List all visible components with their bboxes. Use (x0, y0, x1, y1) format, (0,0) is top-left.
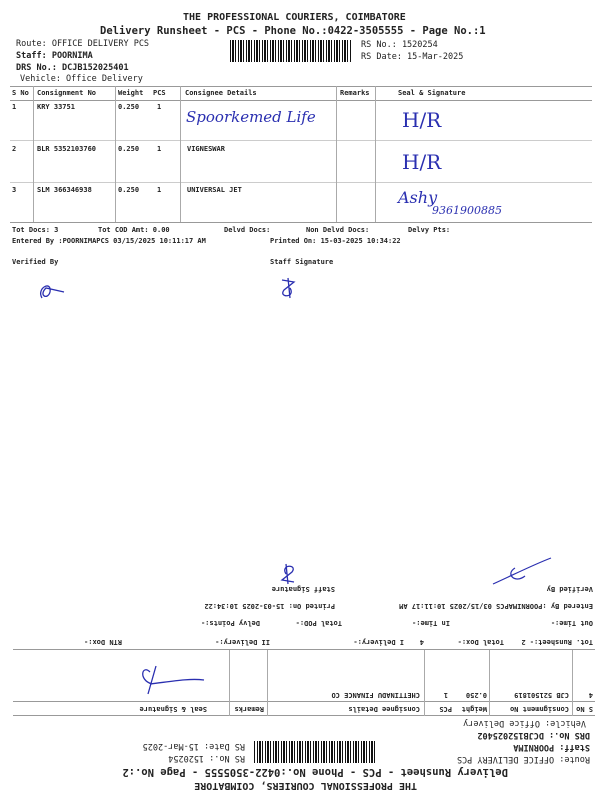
drs-number: DRS No.: DCJB152025401 (16, 63, 129, 73)
company-title: THE PROFESSIONAL COURIERS, COIMBATORE (194, 780, 417, 791)
drs-number: DRS No.: DCJB152025402 (477, 730, 590, 740)
rs-date: RS Date: 15-Mar-2025 (142, 741, 245, 751)
table-top-border (10, 86, 592, 87)
col-sno: S No (576, 705, 593, 713)
col-remarks: Remarks (340, 89, 370, 97)
entered-by: Entered By :POORNIMAPCS 03/15/2025 10:11:17 AM (399, 602, 593, 610)
staff-signature-mark (270, 560, 300, 586)
row-consignee: VIGNESWAR (187, 145, 225, 153)
non-delvd-docs: Non Delvd Docs: (306, 226, 370, 234)
verified-by-label: Verified By (546, 585, 593, 593)
verified-signature-mark (485, 552, 555, 588)
delvd-docs: Delvd Docs: (224, 226, 271, 234)
col-seal-signature: Seal & Signature (398, 89, 466, 97)
col-consignee: Consignee Details (348, 705, 420, 713)
route: Route: OFFICE DELIVERY PCS (456, 754, 590, 764)
route: Route: OFFICE DELIVERY PCS (16, 39, 150, 49)
table-top-border (13, 715, 595, 716)
runsheet-subtitle: Delivery Runsheet - PCS - Phone No.:0422-3505555 - Page No.:2 (122, 766, 508, 778)
row-sno: 2 (12, 145, 17, 153)
column-divider (33, 86, 34, 222)
out-time: Out Time:- (550, 619, 593, 627)
in-time: In Time:- (412, 619, 450, 627)
row-consignment: CJB 521501819 (514, 691, 569, 699)
barcode (230, 40, 352, 62)
row-weight: 0.250 (118, 145, 140, 153)
column-divider (489, 650, 490, 716)
row-consignment: SLM 366346938 (37, 186, 92, 194)
col-weight: Weight (461, 705, 487, 713)
col-pcs: PCS (439, 705, 452, 713)
row-divider (10, 182, 592, 183)
row-consignment: KRY 33751 (37, 103, 75, 111)
company-title: THE PROFESSIONAL COURIERS, COIMBATORE (183, 12, 406, 23)
row-signature-phone: 9361900885 (432, 204, 502, 217)
vehicle: Vehicle: Office Delivery (20, 74, 143, 84)
staff-signature-label: Staff Signature (270, 258, 334, 266)
col-consignee: Consignee Details (185, 89, 257, 97)
staff: Staff: POORNIMA (513, 742, 590, 752)
row-signature: Ashy (398, 188, 438, 207)
delvy-points: Delvy Points:- (200, 619, 260, 627)
barcode (253, 741, 375, 763)
col-consignment: Consignment No (509, 705, 569, 713)
row-pcs: 1 (157, 103, 162, 111)
verified-by-label: Verified By (12, 258, 59, 266)
column-divider (375, 86, 376, 222)
tot-runsheet: Tot. Runsheet:- 2 (521, 638, 593, 646)
row-weight: 0.250 (465, 691, 487, 699)
tot-cod-amt: Tot COD Amt: 0.00 (98, 226, 170, 234)
row-pcs: 1 (157, 145, 162, 153)
column-divider (336, 86, 337, 222)
delvy-pts: Delvy Pts: (408, 226, 451, 234)
rs-number: RS No.: 1520254 (361, 40, 438, 50)
total-dox: Total Dox:- (457, 638, 504, 646)
row-sno: 4 (588, 691, 593, 699)
entered-by: Entered By :POORNIMAPCS 03/15/2025 10:11:17 AM (12, 237, 206, 245)
rs-date: RS Date: 15-Mar-2025 (361, 52, 464, 62)
row-signature-mark (138, 660, 208, 700)
col-sno: S No (12, 89, 29, 97)
row-consignee-handwritten: Spoorkemed Life (186, 108, 316, 126)
col-consignment: Consignment No (37, 89, 97, 97)
staff-signature-mark (276, 276, 302, 302)
column-divider (115, 86, 116, 222)
runsheet-subtitle: Delivery Runsheet - PCS - Phone No.:0422-3505555 - Page No.:1 (100, 25, 486, 37)
total-pod: Total POD:- (295, 619, 342, 627)
printed-on: Printed On: 15-03-2025 10:34:22 (270, 237, 401, 245)
column-divider (572, 650, 573, 716)
table-header-divider (10, 100, 592, 101)
row-pcs: 1 (443, 691, 448, 699)
tot-docs: Tot Docs: 3 (12, 226, 59, 234)
ii-delivery: II Delivery:- (215, 638, 270, 646)
i-delivery: I Delivery:- (353, 638, 404, 646)
col-remarks: Remarks (234, 705, 264, 713)
verified-signature-mark (34, 278, 74, 304)
row-signature: H/R (402, 150, 442, 174)
row-consignee: UNIVERSAL JET (187, 186, 242, 194)
runsheet-page-1 (0, 0, 600, 300)
printed-on: Printed On: 15-03-2025 10:34:22 (204, 602, 335, 610)
row-signature: H/R (402, 108, 442, 132)
rs-number: RS No.: 1520254 (168, 753, 245, 763)
row-weight: 0.250 (118, 186, 140, 194)
table-bottom-border (13, 649, 595, 650)
rtn-dox: RTN Dox:- (84, 638, 122, 646)
table-header-divider (13, 701, 595, 702)
row-sno: 3 (12, 186, 17, 194)
column-divider (229, 650, 230, 716)
staff-signature-label: Staff Signature (271, 585, 335, 593)
row-divider (10, 140, 592, 141)
table-bottom-border (10, 222, 592, 223)
col-pcs: PCS (153, 89, 166, 97)
staff: Staff: POORNIMA (16, 51, 93, 61)
total-dox-value: 4 (419, 638, 424, 646)
col-weight: Weight (118, 89, 144, 97)
column-divider (180, 86, 181, 222)
row-consignment: BLR 5352103760 (37, 145, 97, 153)
col-seal-signature: Seal & Signature (139, 705, 207, 713)
row-pcs: 1 (157, 186, 162, 194)
row-sno: 1 (12, 103, 17, 111)
row-consignee: CHETTINADU FINANCE CO (331, 691, 420, 699)
row-weight: 0.250 (118, 103, 140, 111)
vehicle: Vehicle: Office Delivery (463, 718, 586, 728)
runsheet-page-2-inverted (0, 550, 600, 800)
column-divider (267, 650, 268, 716)
column-divider (424, 650, 425, 716)
